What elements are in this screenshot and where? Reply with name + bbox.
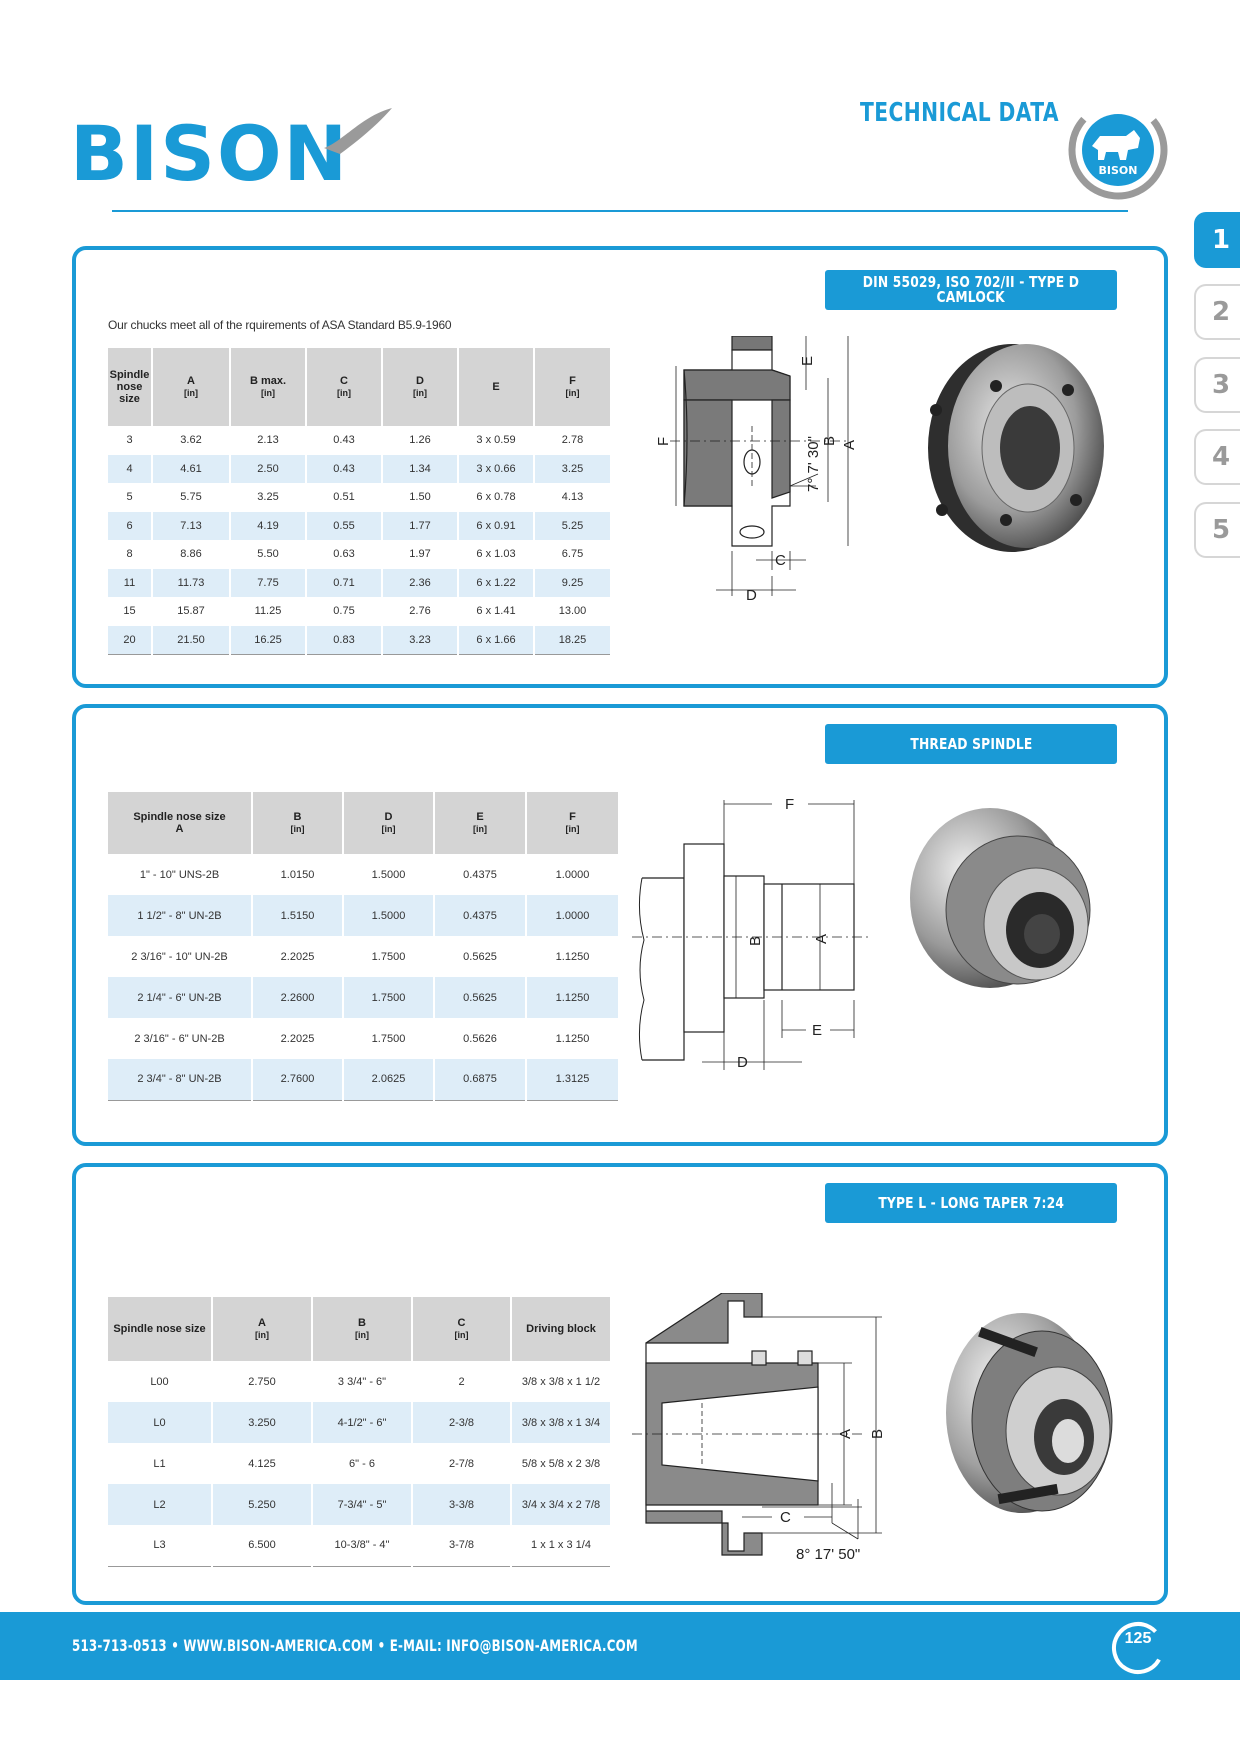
table-cell: 16.25 xyxy=(230,626,306,655)
table-cell: 1.26 xyxy=(382,426,458,455)
col-header: B [in] xyxy=(312,1297,412,1361)
table-cell: 1.1250 xyxy=(555,950,590,963)
bison-logo xyxy=(70,102,380,198)
table-cell: 2 3/16" - 10" UN-2B xyxy=(108,936,252,977)
table-cell: 5.250 xyxy=(212,1484,312,1525)
table-header-row xyxy=(108,792,618,854)
table-row xyxy=(108,540,610,569)
dim-b-label: B xyxy=(747,935,764,946)
col-header: B [in] xyxy=(252,792,343,854)
long-taper-drawing xyxy=(632,1293,902,1563)
table-cell: 2.2025 xyxy=(252,1018,343,1059)
table-cell: 1.0000 xyxy=(526,895,618,936)
table-cell: 3 3/4" - 6" xyxy=(312,1361,412,1402)
table-cell: 3 x 0.59 xyxy=(458,426,534,455)
table-cell: 21.50 xyxy=(152,626,230,655)
table-row xyxy=(108,1018,618,1059)
table-cell: 11.25 xyxy=(230,597,306,626)
tab-4[interactable]: 4 xyxy=(1194,429,1240,485)
table-row xyxy=(108,483,610,512)
table-cell: 2.36 xyxy=(382,569,458,598)
table-cell: 5.50 xyxy=(230,540,306,569)
table-cell: 1.7500 xyxy=(343,977,434,1018)
table-row xyxy=(108,569,610,598)
table-cell: 2 xyxy=(412,1361,511,1402)
table-cell: 3.25 xyxy=(230,483,306,512)
table-cell: 4 xyxy=(108,455,152,484)
table-cell: 1.7500 xyxy=(343,936,434,977)
table-cell: 1.77 xyxy=(382,512,458,541)
table-cell: 2-7/8 xyxy=(412,1443,511,1484)
table-cell: 6 x 0.78 xyxy=(458,483,534,512)
camlock-label xyxy=(825,270,1117,310)
table-cell: 7-3/4" - 5" xyxy=(312,1484,412,1525)
table-cell: 3.250 xyxy=(212,1402,312,1443)
badge-label: BISON xyxy=(1098,164,1138,177)
long-taper-table xyxy=(108,1297,610,1567)
table-cell: 2.50 xyxy=(230,455,306,484)
dim-c-label: C xyxy=(775,552,786,569)
table-cell: 1 1/2" - 8" UN-2B xyxy=(108,895,252,936)
table-cell: 0.43 xyxy=(306,455,382,484)
header-divider xyxy=(112,210,1128,212)
table-cell: 3-3/8 xyxy=(412,1484,511,1525)
table-row xyxy=(108,426,610,455)
table-cell: 1.5000 xyxy=(343,895,434,936)
footer xyxy=(0,1612,1240,1680)
camlock-drawing xyxy=(646,336,886,646)
col-header: A [in] xyxy=(152,348,230,426)
thread-spindle-panel xyxy=(72,704,1168,1146)
table-row xyxy=(108,1484,610,1525)
dim-angle-label: 8° 17' 50" xyxy=(796,1546,861,1563)
table-cell: 2 3/16" - 6" UN-2B xyxy=(108,1018,252,1059)
camlock-panel xyxy=(72,246,1168,688)
table-row xyxy=(108,1059,618,1100)
table-cell: 6.500 xyxy=(212,1525,312,1566)
col-header: D [in] xyxy=(382,348,458,426)
camlock-chuck-render xyxy=(916,330,1116,560)
horn-icon xyxy=(322,102,442,162)
table-cell: 3.23 xyxy=(382,626,458,655)
table-row xyxy=(108,1361,610,1402)
table-row xyxy=(108,936,618,977)
thread-spindle-table xyxy=(108,792,618,1101)
table-cell: L00 xyxy=(108,1361,212,1402)
long-taper-render xyxy=(938,1303,1128,1523)
page-number-badge xyxy=(1110,1620,1166,1676)
table-row xyxy=(108,977,618,1018)
table-cell: L3 xyxy=(108,1525,212,1566)
table-cell: 2.0625 xyxy=(343,1059,434,1100)
dim-b-label: B xyxy=(821,435,838,446)
table-cell: 3 x 0.66 xyxy=(458,455,534,484)
dim-angle-label: 7° 7' 30" xyxy=(805,436,822,492)
table-cell: 0.5625 xyxy=(434,936,526,977)
table-cell: 0.5626 xyxy=(434,1018,526,1059)
table-cell: 6 x 1.66 xyxy=(458,626,534,655)
table-row xyxy=(108,597,610,626)
table-cell: 1.1250 xyxy=(555,1032,590,1045)
brand-wordmark: BISON xyxy=(70,109,350,198)
table-row xyxy=(108,626,610,655)
table-cell: 1 x 1 x 3 1/4 xyxy=(511,1525,610,1566)
col-header: C [in] xyxy=(412,1297,511,1361)
page-number: 125 xyxy=(1124,1630,1152,1647)
table-row xyxy=(108,1443,610,1484)
table-cell: 6 x 1.22 xyxy=(458,569,534,598)
table-cell: 2 3/4" - 8" UN-2B xyxy=(108,1059,252,1100)
table-cell: L2 xyxy=(108,1484,212,1525)
table-cell: 2 1/4" - 6" UN-2B xyxy=(108,977,252,1018)
footer-contact: 513-713-0513 • WWW.BISON-AMERICA.COM • E-MAIL: INFO@BISON-AMERICA.COM xyxy=(72,1636,638,1655)
table-cell: 1.34 xyxy=(382,455,458,484)
thread-spindle-label-text: THREAD SPINDLE xyxy=(909,734,1033,753)
table-cell: 0.5625 xyxy=(434,977,526,1018)
table-cell: 2.76 xyxy=(382,597,458,626)
table-cell: 0.4375 xyxy=(434,895,526,936)
table-cell: 0.75 xyxy=(306,597,382,626)
table-row xyxy=(108,1402,610,1443)
table-cell: 0.55 xyxy=(306,512,382,541)
table-cell: 6 x 0.91 xyxy=(458,512,534,541)
table-cell: 0.63 xyxy=(306,540,382,569)
table-cell: 1" - 10" UNS-2B xyxy=(108,854,252,895)
dim-a-label: A xyxy=(813,933,830,944)
table-cell: 5.25 xyxy=(534,512,610,541)
table-cell: 1.97 xyxy=(382,540,458,569)
table-cell: 1.0000 xyxy=(555,868,590,881)
col-header: A [in] xyxy=(212,1297,312,1361)
camlock-table xyxy=(108,348,610,655)
table-cell: 8.86 xyxy=(152,540,230,569)
table-cell: 5 xyxy=(108,483,152,512)
table-cell: 4.13 xyxy=(561,491,584,504)
table-cell: 11 xyxy=(108,569,152,598)
table-cell: 15.87 xyxy=(152,597,230,626)
dim-d-label: D xyxy=(737,1054,748,1071)
dim-d-label: D xyxy=(746,587,757,604)
bison-badge-icon xyxy=(1068,100,1168,200)
long-taper-label-text: TYPE L - LONG TAPER 7:24 xyxy=(878,1193,1064,1212)
table-row xyxy=(108,854,618,895)
table-cell: 18.25 xyxy=(534,626,610,655)
table-cell: 0.83 xyxy=(306,626,382,655)
table-cell: 2.2025 xyxy=(252,936,343,977)
col-header: Spindle nose size xyxy=(108,1297,212,1361)
table-cell: 3/8 x 3/8 x 1 3/4 xyxy=(511,1402,610,1443)
dim-f-label: F xyxy=(785,796,795,813)
table-row xyxy=(108,895,618,936)
table-cell: 3/8 x 3/8 x 1 1/2 xyxy=(521,1375,601,1388)
dim-a-label: A xyxy=(837,1428,854,1439)
table-cell: 15 xyxy=(108,597,152,626)
table-cell: 4-1/2" - 6" xyxy=(312,1402,412,1443)
table-cell: 3-7/8 xyxy=(412,1525,511,1566)
table-cell: 1.1250 xyxy=(526,977,618,1018)
table-cell: 1.5150 xyxy=(252,895,343,936)
table-cell: L0 xyxy=(108,1402,212,1443)
table-cell: 2.750 xyxy=(212,1361,312,1402)
thread-spindle-drawing xyxy=(632,790,872,1090)
table-header-row xyxy=(108,1297,610,1361)
table-cell: 3.62 xyxy=(152,426,230,455)
page-title: TECHNICAL DATA xyxy=(860,98,1059,128)
tab-5[interactable]: 5 xyxy=(1194,502,1240,558)
thread-spindle-render xyxy=(906,798,1106,998)
col-header: Spindle nose size A xyxy=(108,792,252,854)
table-cell: 2.2600 xyxy=(252,977,343,1018)
table-cell: 0.43 xyxy=(306,426,382,455)
table-cell: 6 xyxy=(108,512,152,541)
table-cell: 1.0150 xyxy=(252,854,343,895)
table-cell: 7.13 xyxy=(152,512,230,541)
table-cell: 2-3/8 xyxy=(412,1402,511,1443)
table-cell: 0.6875 xyxy=(434,1059,526,1100)
thread-spindle-label xyxy=(825,724,1117,764)
dim-e-label: E xyxy=(812,1022,823,1039)
col-header: E xyxy=(458,348,534,426)
table-cell: 2.13 xyxy=(230,426,306,455)
table-cell: 9.25 xyxy=(534,569,610,598)
dim-b-label: B xyxy=(869,1428,886,1439)
col-header: F [in] xyxy=(534,348,610,426)
dim-c-label: C xyxy=(780,1509,791,1526)
asa-note: Our chucks meet all of the rquirements of ASA Standard B5.9-1960 xyxy=(108,318,452,332)
tab-2[interactable]: 2 xyxy=(1194,284,1240,340)
col-header: F [in] xyxy=(526,792,618,854)
table-cell: 0.71 xyxy=(306,569,382,598)
table-header-row xyxy=(108,348,610,426)
table-cell: 4.61 xyxy=(152,455,230,484)
camlock-label-line1: DIN 55029, ISO 702/II - TYPE D xyxy=(862,273,1080,291)
table-cell: L1 xyxy=(108,1443,212,1484)
table-cell: 10-3/8" - 4" xyxy=(312,1525,412,1566)
table-cell: 5/8 x 5/8 x 2 3/8 xyxy=(521,1457,601,1470)
table-cell: 0.51 xyxy=(306,483,382,512)
table-cell: 3/4 x 3/4 x 2 7/8 xyxy=(511,1484,610,1525)
table-cell: 1.3125 xyxy=(526,1059,618,1100)
table-row xyxy=(108,455,610,484)
camlock-label-line2: CAMLOCK xyxy=(936,288,1006,306)
table-cell: 6 x 1.03 xyxy=(458,540,534,569)
col-header: B max. [in] xyxy=(230,348,306,426)
dim-a-label: A xyxy=(841,439,858,450)
long-taper-panel xyxy=(72,1163,1168,1605)
table-row xyxy=(108,512,610,541)
col-header: C [in] xyxy=(306,348,382,426)
tab-3[interactable]: 3 xyxy=(1194,357,1240,413)
table-cell: 4.125 xyxy=(212,1443,312,1484)
table-cell: 0.4375 xyxy=(434,854,526,895)
table-cell: 11.73 xyxy=(152,569,230,598)
tab-1[interactable]: 1 xyxy=(1194,212,1240,268)
table-cell: 6 x 1.41 xyxy=(458,597,534,626)
table-cell: 7.75 xyxy=(230,569,306,598)
table-cell: 1.7500 xyxy=(343,1018,434,1059)
table-cell: 20 xyxy=(108,626,152,655)
dim-e-label: E xyxy=(799,355,816,366)
table-cell: 2.7600 xyxy=(252,1059,343,1100)
col-header: Spindle nose size xyxy=(108,348,152,426)
table-cell: 4.19 xyxy=(230,512,306,541)
dim-f-label: F xyxy=(655,436,672,446)
table-cell: 6" - 6 xyxy=(312,1443,412,1484)
col-header: D [in] xyxy=(343,792,434,854)
col-header: Driving block xyxy=(511,1297,610,1361)
table-cell: 6.75 xyxy=(561,548,584,561)
table-cell: 2.78 xyxy=(561,434,584,447)
long-taper-label xyxy=(825,1183,1117,1223)
table-cell: 13.00 xyxy=(558,605,587,618)
table-cell: 8 xyxy=(108,540,152,569)
col-header: E [in] xyxy=(434,792,526,854)
table-cell: 5.75 xyxy=(152,483,230,512)
table-cell: 1.50 xyxy=(382,483,458,512)
table-cell: 3.25 xyxy=(534,455,610,484)
table-cell: 1.5000 xyxy=(343,854,434,895)
table-row xyxy=(108,1525,610,1566)
table-cell: 3 xyxy=(108,426,152,455)
